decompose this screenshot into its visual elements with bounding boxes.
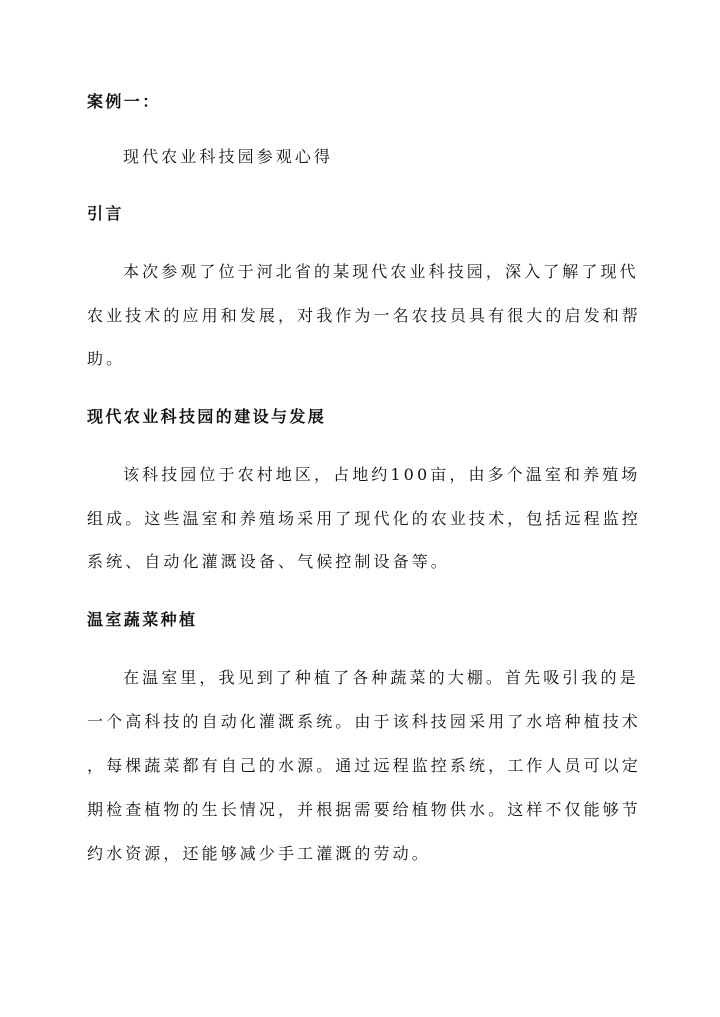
case-label: 案例一： — [87, 92, 161, 111]
paragraph-line: 助。 — [87, 349, 126, 368]
paragraph-line: 组成。这些温室和养殖场采用了现代化的农业技术，包括远程监控 — [87, 509, 641, 528]
paragraph-line: 该科技园位于农村地区，占地约100亩，由多个温室和养殖场 — [123, 465, 641, 484]
paragraph-line: 本次参观了位于河北省的某现代农业科技园，深入了解了现代 — [123, 262, 639, 281]
document-title: 现代农业科技园参观心得 — [123, 147, 334, 166]
paragraph-line: 系统、自动化灌溉设备、气候控制设备等。 — [87, 552, 450, 571]
section-heading-construction: 现代农业科技园的建设与发展 — [87, 407, 327, 426]
section-heading-intro: 引言 — [87, 204, 124, 223]
paragraph-line: 农业技术的应用和发展，对我作为一名农技员具有很大的启发和帮 — [87, 306, 641, 325]
paragraph-line: 一个高科技的自动化灌溉系统。由于该科技园采用了水培种植技术 — [87, 712, 641, 731]
section-heading-greenhouse: 温室蔬菜种植 — [87, 610, 198, 629]
paragraph-line: 约水资源，还能够减少手工灌溉的劳动。 — [87, 844, 431, 863]
paragraph-line: 在温室里，我见到了种植了各种蔬菜的大棚。首先吸引我的是 — [123, 668, 639, 687]
paragraph-line: 期检查植物的生长情况，并根据需要给植物供水。这样不仅能够节 — [87, 800, 641, 819]
paragraph-line: ，每棵蔬菜都有自己的水源。通过远程监控系统，工作人员可以定 — [87, 756, 641, 775]
